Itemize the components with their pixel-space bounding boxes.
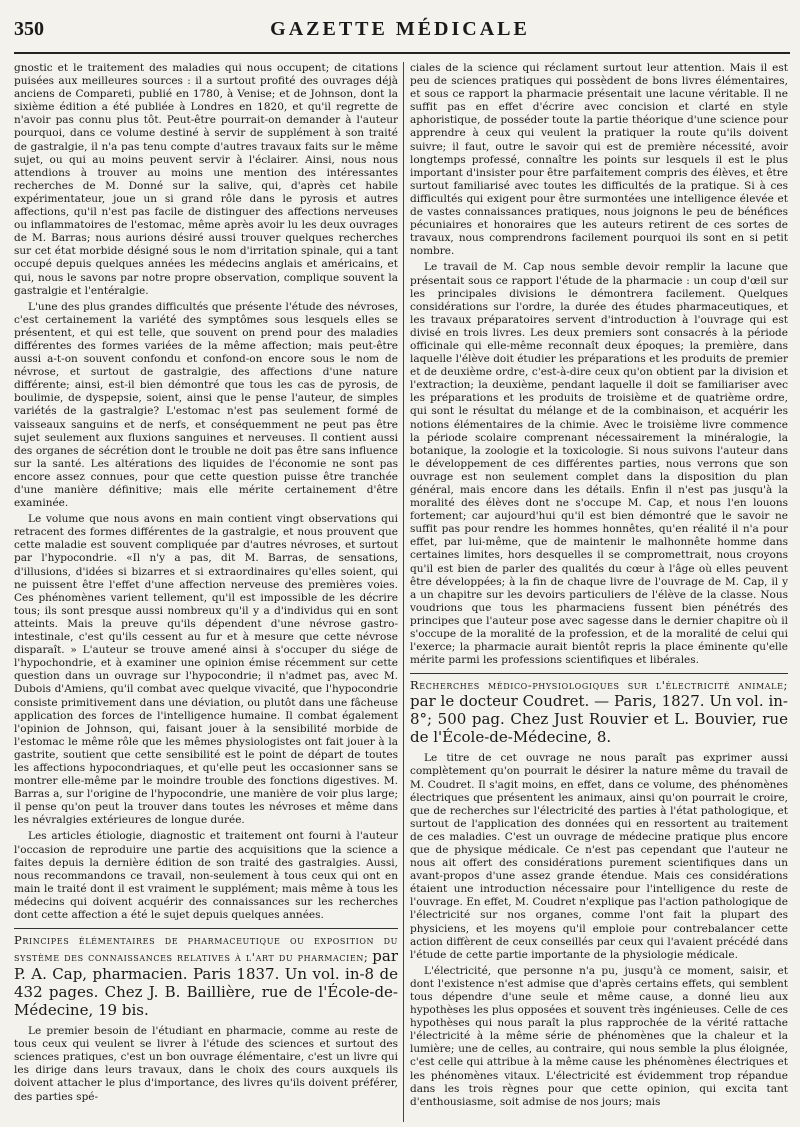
review-heading-coudret — [410, 673, 788, 746]
right-paragraph-3: Le titre de cet ouvrage ne nous paraît pas exprimer aussi complètement qu'on pourrait le désirer la nature même du travail de M. Coudret. Il s'agit moins, en effet, dans ce volume, des phénomènes électriques que présentent les animaux, ainsi qu'on pourrait le croire, que de recherches sur l'électricité des parties à l'état pathologique, et surtout de l'application des données qui en ressortent au traitement de ces maladies. C'est un ouvrage de médecine pratique plus encore que de physique médicale. Ce n'est pas cependant que l'auteur ne nous ait offert des considérations purement scientifiques dans un avant-propos d'une assez grande étendue. Mais ces considérations étaient une introduction nécessaire pour l'intelligence du reste de l'ouvrage. En effet, M. Coudret n'explique pas l'action pathologique de l'électricité sur nos organes, comme l'ont fait la plupart des physiciens, et les moyens qu'il emploie pour contrebalancer cette action diffèrent de ceux conseillés par ceux qui l'avaient précédé dans l'étude de cette partie importante de la physiologie médicale. — [410, 752, 788, 961]
page-number: 350 — [14, 18, 44, 40]
left-column — [14, 62, 398, 1122]
left-paragraph-2: L'une des plus grandes difficultés que présente l'étude des névroses, c'est certainement la variété des symptômes sous lesquels elles se présentent, et qui est telle, que souvent on prend pour des maladies différentes des formes variées de la même affection; mais peut-être aussi a-t-on souvent confondu et confond-on encore sous le nom de névrose, et surtout de gastralgie, des affections d'une nature différente; ainsi, est-il bien démontré que tous les cas de pyrosis, de boulimie, de dyspepsie, soient, ainsi que le pense l'auteur, de simples variétés de la gastralgie? L'estomac n'est pas seulement formé de vaisseaux sanguins et de nerfs, et conséquemment ne peut pas être sujet seulement aux fluxions sanguines et nerveuses. Il contient aussi des organes de sécrétion dont le trouble ne doit pas être sans influence sur la santé. Les altérations des liquides de l'économie ne sont pas encore assez connues, pour que cette question puisse être tranchée d'une manière définitive; mais elle mérite certainement d'être examinée. — [14, 300, 398, 510]
left-paragraph-5: Le premier besoin de l'étudiant en pharmacie, comme au reste de tous ceux qui veulent se livrer à l'étude des sciences et surtout des sciences pratiques, c'est un bon ouvrage élémentaire, c'est un livre qui les dirige dans leurs travaux, dans le choix des cours auxquels ils doivent attacher le plus d'importance, des livres qu'ils doivent préférer, des parties spé- — [14, 1025, 398, 1103]
review-heading-coudret-title: Recherches médico-physiologiques sur l'électricité animale; — [410, 678, 788, 693]
journal-title: GAZETTE MÉDICALE — [270, 18, 530, 40]
review-heading-cap — [14, 928, 398, 1019]
review-heading-cap-details: par P. A. Cap, pharmacien. Paris 1837. Un vol. in-8 de 432 pages. Chez J. B. Baillière, rue de l'École-de-Médecine, 19 bis. — [14, 947, 398, 1020]
left-paragraph-1: gnostic et le traitement des maladies qui nous occupent; de citations puisées aux meilleures sources : il a surtout profité des ouvrages déjà anciens de Compareti, publié en 1780, à Venise; et de Johnson, dont la sixième édition a été publiée à Londres en 1820, et qu'il regrette de n'avoir pas connu plus tôt. Peut-être pourrait-on demander à l'auteur pourquoi, dans ce volume destiné à servir de supplément à son traité de gastralgie, il n'a pas tenu compte d'autres travaux faits sur le même sujet, ou qui au moins peuvent servir à l'éclairer. Ainsi, nous nous attendions à trouver au moins une mention des intéressantes recherches de M. Donné sur la salive, qui, d'après cet habile expérimentateur, joue un si grand rôle dans le pyrosis et autres affections, qu'il n'est pas facile de distinguer des affections nerveuses ou inflammatoires de l'estomac, même après avoir lu les deux ouvrages de M. Barras; nous aurions désiré aussi trouver quelques recherches sur cet état morbide désigné sous le nom d'irritation spinale, qui a tant occupé depuis quelques années les médecins anglais et américains, et qui, nous le savons par notre propre observation, complique souvent la gastralgie et l'entéralgie. — [14, 62, 398, 297]
review-heading-coudret-details: par le docteur Coudret. — Paris, 1827. Un vol. in-8°; 500 pag. Chez Just Rouvier et L. Bouvier, rue de l'École-de-Médecine, 8. — [410, 692, 788, 747]
header-rule — [14, 52, 790, 54]
right-paragraph-2: Le travail de M. Cap nous semble devoir remplir la lacune que présentait sous ce rapport l'étude de la pharmacie : un coup d'œil sur les principales divisions le démontrera facilement. Quelques considérations sur l'ordre, la durée des études pharmaceutiques, et les travaux préparatoires servent d'introduction à l'ouvrage qui est divisé en trois livres. Les deux premiers sont consacrés à la période officinale qui elle-même reconnaît deux époques; la première, dans laquelle l'élève doit étudier les préparations et les produits de premier et de deuxième ordre, c'est-à-dire ceux qu'on obtient par la division et l'extraction; la deuxième, pendant laquelle il doit se familiariser avec les préparations et les produits de troisième et de quatrième ordre, qui sont le résultat du mélange et de la combinaison, et acquérir les notions élémentaires de la chimie. Avec le troisième livre commence la période scolaire comprenant nécessairement la minéralogie, la botanique, la zoologie et la toxicologie. Si nous suivons l'auteur dans le développement de ces différentes parties, nous verrons que son ouvrage est non seulement complet dans la disposition du plan général, mais encore dans les détails. Enfin il n'est pas jusqu'à la moralité des élèves dont ne s'occupe M. Cap, et nous l'en louons fortement; car aujourd'hui qu'il est bien démontré que le savoir ne suffit pas pour rendre les hommes honnêtes, qu'en réalité il n'a pour effet, par lui-même, que de maintenir le malhonnête homme dans certaines limites, hors desquelles il se compromettrait, nous croyons qu'il est bien de parler des qualités du cœur à l'âge où elles peuvent être développées; à la fin de chaque livre de l'ouvrage de M. Cap, il y a un chapitre sur les devoirs particuliers de l'élève de la classe. Nous voudrions que tous les pharmaciens fussent bien pénétrés des principes que l'auteur pose avec sagesse dans le dernier chapitre où il s'occupe de la moralité de la profession, et de la moralité de celui qui l'exerce; la pharmacie aurait bientôt repris la place éminente qu'elle mérite parmi les professions scientifiques et libérales. — [410, 261, 788, 667]
left-paragraph-4: Les articles étiologie, diagnostic et traitement ont fourni à l'auteur l'occasion de reproduire une partie des acquisitions que la science a faites depuis la dernière édition de son traité des gastralgies. Aussi, nous recommandons ce travail, non-seulement à tous ceux qui ont en main le traité dont il est vraiment le supplément; mais même à tous les médecins qui doivent acquérir des connaissances sur les recherches dont cette affection a été le sujet depuis quelques années. — [14, 830, 398, 921]
review-heading-cap-title: Principes élémentaires de pharmaceutique ou exposition du système des connaissances relatives à l'art du pharmacien; — [14, 933, 398, 965]
right-paragraph-1: ciales de la science qui réclament surtout leur attention. Mais il est peu de sciences pratiques qui possèdent de bons livres élémentaires, et sous ce rapport la pharmacie présentait une lacune véritable. Il ne suffit pas en effet d'écrire avec concision et clarté en style aphoristique, de posséder toute la partie théorique d'une science pour apprendre à ceux qui veulent la pratiquer la route qu'ils doivent suivre; il faut, outre le savoir qui est de première nécessité, avoir longtemps professé, connaître les points sur lesquels il est le plus important d'insister pour être parfaitement compris des élèves, et être surtout familiarisé avec toutes les difficultés de la pratique. Si à ces difficultés qui exigent pour être surmontées une intelligence élevée et de vastes connaissances pratiques, nous joignons le peu de bénéfices pécuniaires et honoraires que les auteurs retirent de ces sortes de travaux, nous comprendrons facilement pourquoi ils sont en si petit nombre. — [410, 62, 788, 258]
column-divider — [403, 62, 404, 1122]
right-column — [410, 62, 788, 1122]
left-paragraph-3: Le volume que nous avons en main contient vingt observations qui retracent des formes différentes de la gastralgie, et nous prouvent que cette maladie est souvent compliquée par d'autres névroses, et surtout par l'hypocondrie. «Il n'y a pas, dit M. Barras, de sensations, d'illusions, d'idées si bizarres et si extraordinaires qu'elles soient, qui ne puissent être l'effet d'une affection nerveuse des premières voies. Ces phénomènes varient tellement, qu'il est impossible de les décrire tous; ils sont presque aussi nombreux qu'il y a d'individus qui en sont atteints. Mais la preuve qu'ils dépendent d'une névrose gastro-intestinale, c'est qu'ils cessent au fur et à mesure que cette névrose disparaît. » L'auteur se trouve amené ainsi à s'occuper du siége de l'hypochondrie, et à examiner une opinion émise récemment sur cette question dans un ouvrage sur l'hypocondrie; il n'admet pas, avec M. Dubois d'Amiens, qu'il combat avec quelque vivacité, que l'hypocondrie consiste primitivement dans une déviation, ou plutôt dans une fâcheuse application des forces de l'intelligence humaine. Il combat également l'opinion de Johnson, qui, faisant jouer à la sensibilité morbide de l'estomac le même rôle que les mêmes physiologistes ont fait jouer à la gastrite, soutient que cette sensibilité est le point de départ de toutes les affections hypocondriaques, et qu'elle peut les occasionner sans se montrer elle-même par le moindre trouble des fonctions digestives. M. Barras a, sur l'origine de l'hypocondrie, une manière de voir plus large; il pense qu'on peut la trouver dans toutes les névroses et même dans les névralgies extérieures de longue durée. — [14, 513, 398, 827]
right-paragraph-4: L'électricité, que personne n'a pu, jusqu'à ce moment, saisir, et dont l'existence n'est admise que d'après certains effets, qui semblent tous dépendre d'une seule et même cause, a donné lieu aux hypothèses les plus opposées et souvent très ingénieuses. Celle de ces hypothèses qui nous paraît la plus rapprochée de la vérité rattache l'électricité à la même série de phénomènes que la chaleur et la lumière; une de celles, au contraire, qui nous semble la plus éloignée, c'est celle qui attribue à la même cause les phénomènes électriques et les phénomènes vitaux. L'électricité est évidemment trop répandue dans les trois règnes pour que cette opinion, qui excita tant d'enthousiasme, soit admise de nos jours; mais — [410, 964, 788, 1108]
